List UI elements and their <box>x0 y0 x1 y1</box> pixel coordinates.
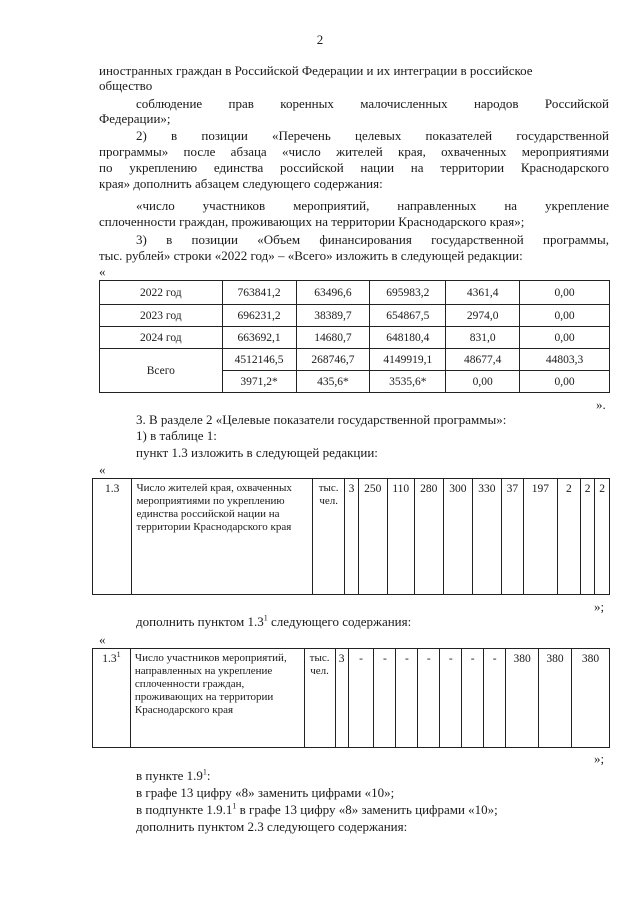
value-cell: 0,00 <box>520 371 610 393</box>
superscript: 1 <box>232 801 237 811</box>
value-cell: 2974,0 <box>446 305 520 327</box>
value-cell: 197 <box>523 479 557 595</box>
text-line: иностранных граждан в Российской Федерации и их интеграции в российское <box>99 63 533 78</box>
table-row <box>100 305 610 327</box>
value-cell: 2 <box>558 479 581 595</box>
text-line <box>136 614 411 629</box>
value-cell: 4361,4 <box>446 281 520 305</box>
value-cell: 831,0 <box>446 327 520 349</box>
value-cell: 48677,4 <box>446 349 520 371</box>
text-line: 1) в таблице 1: <box>136 428 217 443</box>
text-line: «число участников мероприятий, направленных на укрепление <box>136 198 609 213</box>
text-line: тыс. рублей» строки «2022 год» – «Всего» изложить в следующей редакции: <box>99 248 523 263</box>
text-line: пункт 1.3 изложить в следующей редакции: <box>136 445 378 460</box>
value-cell: 763841,2 <box>222 281 296 305</box>
text-line <box>136 768 211 783</box>
value-cell: 0,00 <box>520 305 610 327</box>
table-row <box>100 327 610 349</box>
value-cell: 268746,7 <box>296 349 370 371</box>
text-segment: в подпункте 1.9.1 <box>136 802 233 817</box>
value-cell: 695983,2 <box>370 281 446 305</box>
value-cell: 435,6* <box>296 371 370 393</box>
value-cell: 380 <box>506 649 539 748</box>
value-cell: 330 <box>472 479 501 595</box>
value-cell: 663692,1 <box>222 327 296 349</box>
text-line: общество <box>99 78 153 93</box>
text-line: в графе 13 цифру «8» заменить цифрами «10»; <box>136 785 395 800</box>
value-cell: 0,00 <box>520 281 610 305</box>
table-row <box>100 281 610 305</box>
value-cell: - <box>348 649 374 748</box>
value-cell: 37 <box>501 479 523 595</box>
page-number: 2 <box>316 32 324 47</box>
value-cell: - <box>396 649 418 748</box>
year-cell: 2023 год <box>100 305 223 327</box>
value-cell: 14680,7 <box>296 327 370 349</box>
value-cell: 380 <box>539 649 572 748</box>
value-cell: - <box>484 649 506 748</box>
superscript: 1 <box>263 613 268 623</box>
text-segment: в графе 13 цифру «8» заменить цифрами «10»; <box>236 802 498 817</box>
table-row <box>93 649 610 748</box>
value-cell: 3 <box>335 649 348 748</box>
close-quote: »; <box>594 751 605 766</box>
table-row <box>100 349 610 371</box>
text-line: Федерации»; <box>99 111 171 126</box>
close-quote: ». <box>596 397 606 412</box>
text-segment: : <box>206 768 211 783</box>
value-cell: 0,00 <box>446 371 520 393</box>
value-cell: - <box>374 649 396 748</box>
indicator-name: Число жителей края, охваченных мероприятиями по укреплению единства российской нации на территории Краснодарского края <box>132 479 313 595</box>
text-line: по укреплению единства российской нации на территории Краснодарского <box>99 160 609 175</box>
text-line <box>136 802 498 817</box>
open-quote: « <box>99 632 106 647</box>
text-line: дополнить пунктом 2.3 следующего содержания: <box>136 819 408 834</box>
value-cell: 63496,6 <box>296 281 370 305</box>
value-cell: 38389,7 <box>296 305 370 327</box>
value-cell: 4149919,1 <box>370 349 446 371</box>
value-cell: 110 <box>387 479 414 595</box>
superscript: 1 <box>202 767 207 777</box>
text-line: 2) в позиции «Перечень целевых показателей государственной <box>136 128 609 143</box>
close-quote: »; <box>594 599 605 614</box>
unit-cell: тыс. чел. <box>313 479 345 595</box>
text-line: края» дополнить абзацем следующего содержания: <box>99 176 383 191</box>
indicator-name: Число участников мероприятий, направленных на укрепление сплоченности граждан, проживающих на территории Краснодарского края <box>130 649 304 748</box>
value-cell: 300 <box>443 479 472 595</box>
value-cell: - <box>418 649 440 748</box>
num-text: 1.3 <box>102 653 117 665</box>
text-line: сплоченности граждан, проживающих на территории Краснодарского края»; <box>99 214 525 229</box>
year-cell: 2022 год <box>100 281 223 305</box>
text-line: 3. В разделе 2 «Целевые показатели государственной программы»: <box>136 412 507 427</box>
value-cell: 648180,4 <box>370 327 446 349</box>
value-cell: 2 <box>595 479 610 595</box>
superscript: 1 <box>116 650 121 660</box>
value-cell: 3535,6* <box>370 371 446 393</box>
text-segment: следующего содержания: <box>267 614 412 629</box>
text-segment: дополнить пунктом 1.3 <box>136 614 264 629</box>
value-cell: 3971,2* <box>222 371 296 393</box>
value-cell: 3 <box>345 479 358 595</box>
text-segment: в пункте 1.9 <box>136 768 203 783</box>
value-cell: 250 <box>358 479 387 595</box>
year-cell: 2024 год <box>100 327 223 349</box>
value-cell: 696231,2 <box>222 305 296 327</box>
value-cell: - <box>462 649 484 748</box>
value-cell: 280 <box>414 479 443 595</box>
value-cell: 2 <box>580 479 595 595</box>
text-line: программы» после абзаца «число жителей края, охваченных мероприятиями <box>99 144 609 159</box>
text-line: соблюдение прав коренных малочисленных народов Российской <box>136 96 609 111</box>
value-cell: 380 <box>571 649 609 748</box>
indicator-table-1-3-1 <box>92 648 610 748</box>
num-cell: 1.3 <box>93 479 132 595</box>
value-cell: 654867,5 <box>370 305 446 327</box>
num-cell <box>93 649 131 748</box>
text-line: 3) в позиции «Объем финансирования государственной программы, <box>136 232 609 247</box>
unit-cell: тыс. чел. <box>304 649 335 748</box>
open-quote: « <box>99 462 106 477</box>
total-label-cell: Всего <box>100 349 223 393</box>
value-cell: 0,00 <box>520 327 610 349</box>
table-row <box>93 479 610 595</box>
value-cell: 44803,3 <box>520 349 610 371</box>
value-cell: 4512146,5 <box>222 349 296 371</box>
finance-table <box>99 280 610 393</box>
value-cell: - <box>440 649 462 748</box>
indicator-table-1-3 <box>92 478 610 595</box>
open-quote: « <box>99 264 106 279</box>
